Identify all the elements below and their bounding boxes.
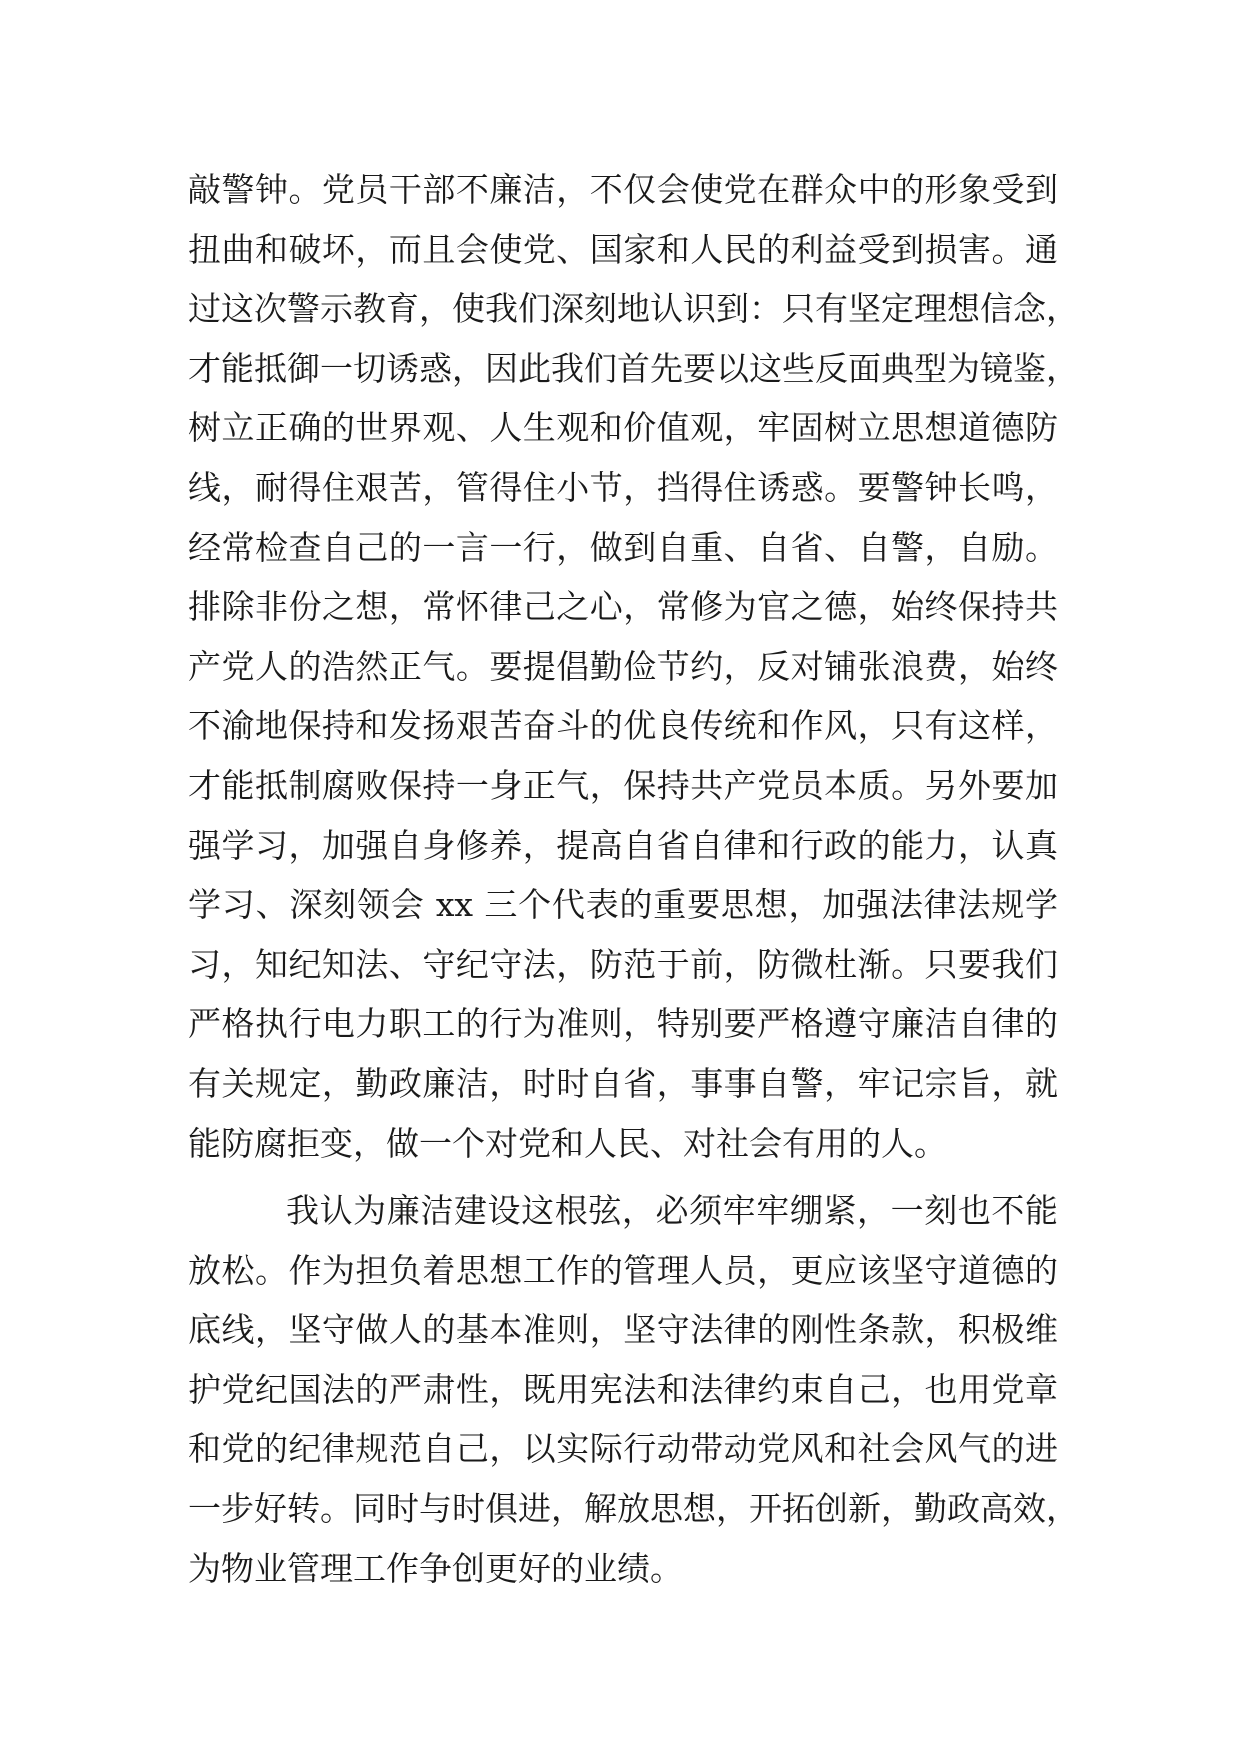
text-line: 护党纪国法的严肃性，既用宪法和法律约束自己，也用党章	[188, 1369, 1058, 1409]
text-line: 才能抵御一切诱惑，因此我们首先要以这些反面典型为镜鉴，	[188, 348, 1079, 388]
text-line: 产党人的浩然正气。要提倡勤俭节约，反对铺张浪费，始终	[188, 646, 1058, 686]
text-line: 敲警钟。党员干部不廉洁，不仅会使党在群众中的形象受到	[188, 170, 1058, 209]
text-line: 我认为廉洁建设这根弦，必须牢牢绷紧，一刻也不能	[286, 1191, 1058, 1231]
text-line: 才能抵制腐败保持一身正气，保持共产党员本质。另外要加	[188, 765, 1058, 805]
text-line: 和党的纪律规范自己，以实际行动带动党风和社会风气的进	[188, 1429, 1058, 1469]
text-line: 习，知纪知法、守纪守法，防范于前，防微杜渐。只要我们	[188, 944, 1058, 984]
text-line: 经常检查自己的一言一行，做到自重、自省、自警，自励。	[188, 527, 1058, 567]
text-line: 底线，坚守做人的基本准则，坚守法律的刚性条款，积极维	[188, 1310, 1058, 1350]
text-line: 排除非份之想，常怀律己之心，常修为官之德，始终保持共	[188, 587, 1058, 627]
text-line: 学习、深刻领会 xx 三个代表的重要思想，加强法律法规学	[188, 885, 1058, 925]
text-line: 为物业管理工作争创更好的业绩。	[188, 1548, 683, 1588]
paragraph-1	[188, 160, 1079, 1173]
text-line: 能防腐拒变，做一个对党和人民、对社会有用的人。	[188, 1123, 947, 1163]
document-body	[188, 160, 1079, 1598]
text-line: 线，耐得住艰苦，管得住小节，挡得住诱惑。要警钟长鸣，	[188, 467, 1058, 507]
text-line: 不渝地保持和发扬艰苦奋斗的优良传统和作风，只有这样，	[188, 706, 1058, 746]
paragraph-spacer	[188, 1173, 1058, 1181]
text-line: 扭曲和破坏，而且会使党、国家和人民的利益受到损害。通	[188, 229, 1058, 269]
text-line: 一步好转。同时与时俱进，解放思想，开拓创新，勤政高效，	[188, 1489, 1079, 1529]
text-line: 严格执行电力职工的行为准则，特别要严格遵守廉洁自律的	[188, 1004, 1058, 1044]
text-line: 有关规定，勤政廉洁，时时自省，事事自警，牢记宗旨，就	[188, 1063, 1058, 1103]
text-line: 放松。作为担负着思想工作的管理人员，更应该坚守道德的	[188, 1250, 1058, 1290]
paragraph-2	[188, 1181, 1079, 1598]
text-line: 树立正确的世界观、人生观和价值观，牢固树立思想道德防	[188, 408, 1058, 448]
text-line: 过这次警示教育，使我们深刻地认识到：只有坚定理想信念，	[188, 289, 1079, 329]
text-line: 强学习，加强自身修养，提高自省自律和行政的能力，认真	[188, 825, 1058, 865]
